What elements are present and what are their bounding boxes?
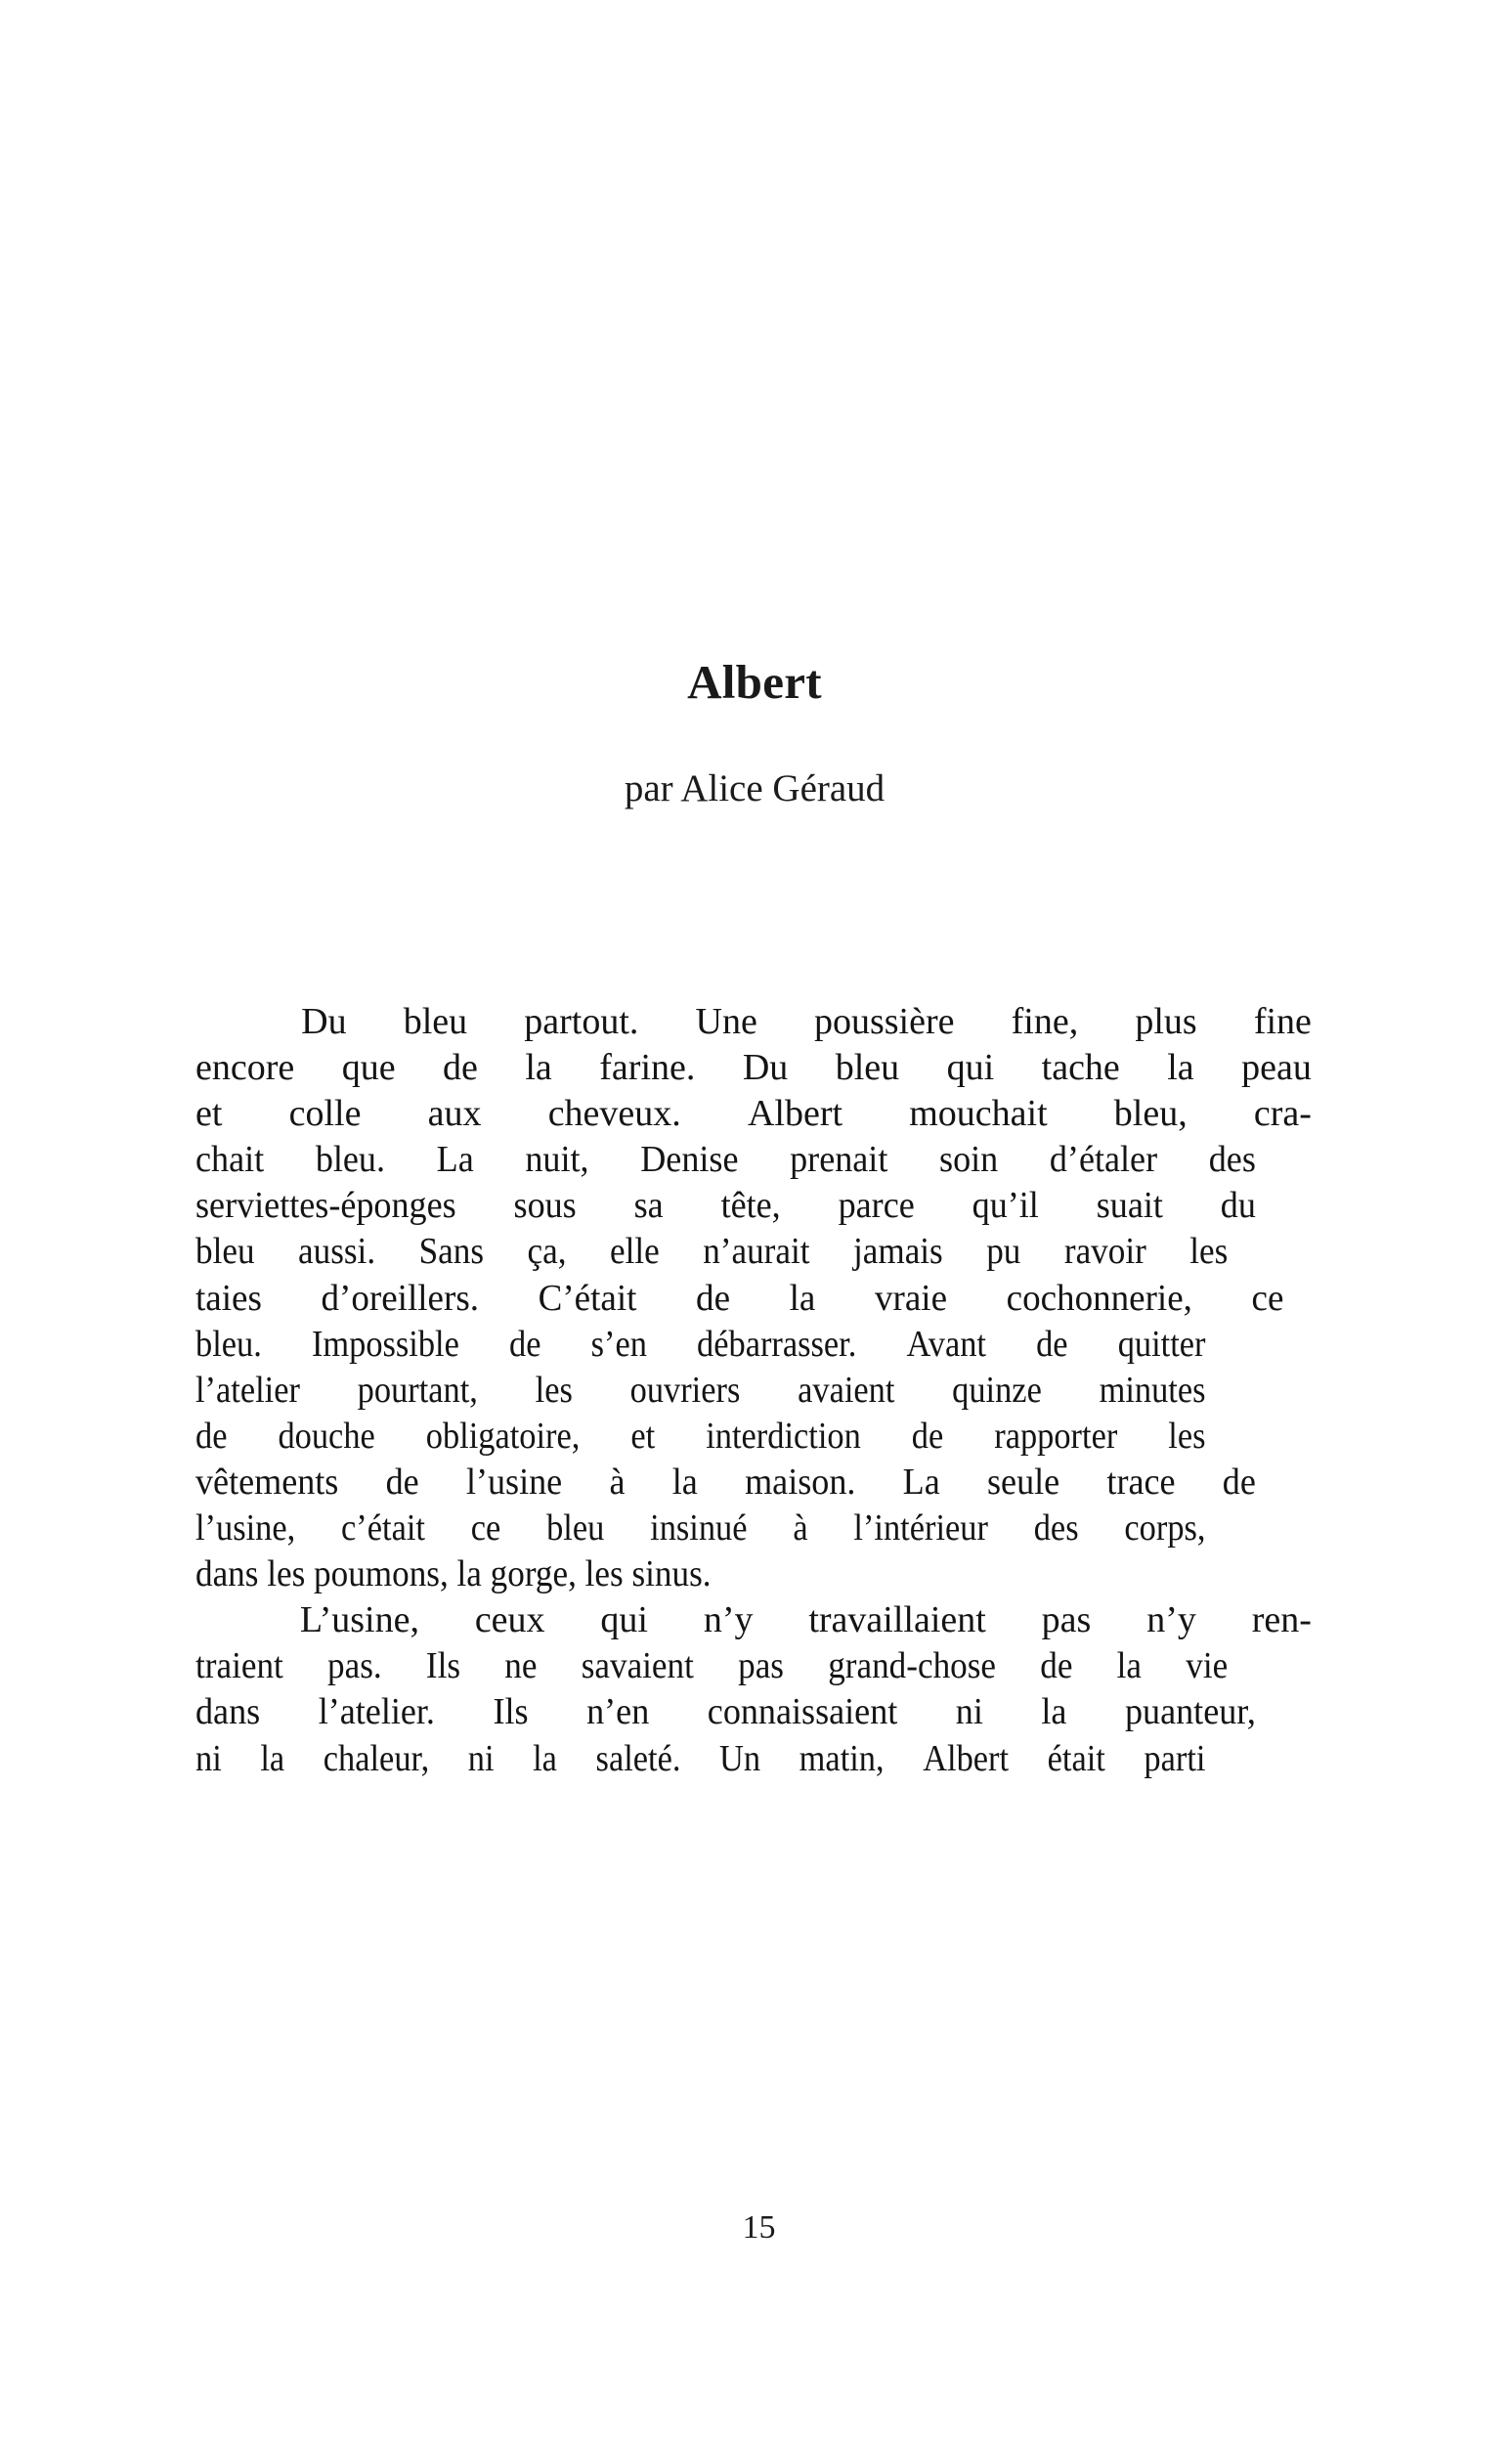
text-line-content: et colle aux cheveux. Albert mouchait bleu, cra- xyxy=(195,1093,1312,1135)
author-byline: par Alice Géraud xyxy=(624,766,886,809)
paragraph-2 xyxy=(195,1597,1312,1781)
text-line-content: Du bleu partout. Une poussière fine, plus fine xyxy=(301,1001,1312,1042)
text-line xyxy=(195,1736,1312,1782)
text-line xyxy=(195,1597,1312,1643)
text-line xyxy=(195,1689,1312,1735)
text-line-content: chait bleu. La nuit, Denise prenait soin d’étaler des xyxy=(195,1139,1256,1181)
text-line xyxy=(195,1183,1312,1229)
text-line xyxy=(195,1137,1312,1183)
text-line-content: bleu. Impossible de s’en débarrasser. Avant de quitter xyxy=(195,1323,1206,1365)
text-line xyxy=(195,1506,1312,1551)
text-line xyxy=(195,1460,1312,1506)
page-number: 15 xyxy=(742,2209,776,2246)
body-text xyxy=(195,999,1312,1782)
paragraph-1 xyxy=(195,999,1312,1597)
text-line-content: dans l’atelier. Ils n’en connaissaient ni la puanteur, xyxy=(195,1691,1256,1733)
text-line-content: bleu aussi. Sans ça, elle n’aurait jamais pu ravoir les xyxy=(195,1231,1229,1273)
text-line-content: dans les poumons, la gorge, les sinus. xyxy=(195,1553,712,1595)
chapter-heading xyxy=(195,657,1310,808)
text-line xyxy=(195,1276,1312,1322)
text-line xyxy=(195,1368,1312,1414)
text-line xyxy=(195,999,1312,1045)
text-line-content: de douche obligatoire, et interdiction de rapporter les xyxy=(195,1415,1206,1457)
text-line xyxy=(195,1414,1312,1460)
text-line-content: L’usine, ceux qui n’y travaillaient pas n’y ren- xyxy=(299,1599,1312,1641)
text-line-content: encore que de la farine. Du bleu qui tache la peau xyxy=(195,1047,1312,1089)
text-line-content: traient pas. Ils ne savaient pas grand-chose de la vie xyxy=(195,1645,1229,1687)
text-line-content: vêtements de l’usine à la maison. La seule trace de xyxy=(195,1461,1256,1503)
text-line-content: l’atelier pourtant, les ouvriers avaient quinze minutes xyxy=(195,1369,1206,1411)
text-line-content: l’usine, c’était ce bleu insinué à l’intérieur des corps, xyxy=(195,1507,1206,1549)
text-line-content: taies d’oreillers. C’était de la vraie cochonnerie, ce xyxy=(195,1277,1284,1319)
text-line xyxy=(195,1643,1312,1689)
text-line xyxy=(195,1091,1312,1137)
text-line xyxy=(195,1229,1312,1275)
page-title: Albert xyxy=(687,655,822,709)
text-line xyxy=(195,1322,1312,1368)
text-line-content: serviettes-éponges sous sa tête, parce qu’il suait du xyxy=(195,1185,1256,1227)
text-line xyxy=(195,1551,1312,1597)
text-line xyxy=(195,1045,1312,1091)
text-line-content: ni la chaleur, ni la saleté. Un matin, Albert était parti xyxy=(195,1737,1206,1779)
